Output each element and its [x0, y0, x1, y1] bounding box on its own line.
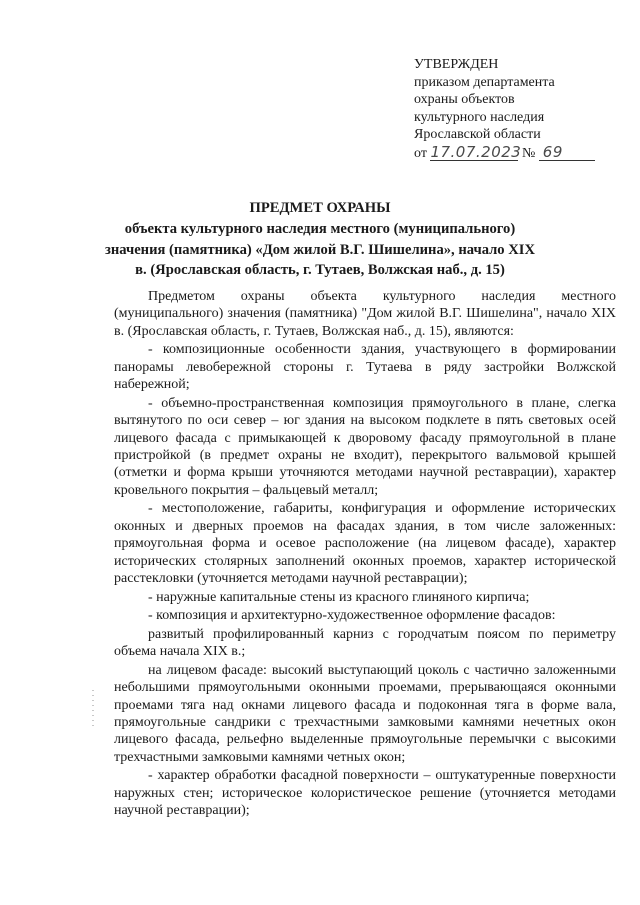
paragraph: Предметом охраны объекта культурного наследия местного (муниципального) значения (памятника) "Дом жилой В.Г. Шишелина", начало XIX в. (Ярославская область, г. Тутаев, Волжская наб., д. 15), являются: [114, 289, 616, 339]
approval-date-line [414, 144, 614, 163]
paragraph: развитый профилированный карниз с городчатым поясом по периметру объема начала XIX в.; [114, 626, 616, 660]
date-prefix: от [414, 145, 427, 161]
approval-line: охраны объектов [414, 92, 515, 108]
number-sign: № [521, 145, 536, 161]
approval-number: 69 [539, 144, 595, 161]
document-subtitle: объекта культурного наследия местного (муниципального) значения (памятника) «Дом жилой В.Г. Шишелина», начало XIX в. (Ярославская область, г. Тутаев, Волжская наб., д. 15) [104, 221, 536, 279]
approval-stamp [414, 56, 614, 163]
approval-line: Ярославской области [414, 127, 541, 143]
paragraph: - композиция и архитектурно-художественное оформление фасадов: [148, 608, 556, 624]
paragraph: - объемно-пространственная композиция прямоугольного в плане, слегка вытянутого по оси север – юг здания на высоком подклете в пять световых осей лицевого фасада с примыкающей к дворовому фасаду прямоугольной в плане пристройкой (в предмет охраны не входит), перекрытого вальмовой крышей (отметки и форма крыши уточняются методами научной реставрации), характер кровельного покрытия – фальцевый металл; [114, 395, 616, 498]
paragraph: на лицевом фасаде: высокий выступающий цоколь с частично заложенными небольшими прямоугольными оконными проемами, прерывающаяся оконными проемами тяга над окнами лицевого фасада и подоконная тяга в форме вала, прямоугольные сандрики с трехчастными замковыми камнями нечетных окон лицевого фасада, рельефно выделенные прямоугольные перемычки с высокими трехчастными замковыми камнями четных окон; [114, 662, 616, 765]
approval-date: 17.07.2023 [430, 142, 522, 161]
scan-margin-mark [92, 690, 94, 730]
document-title: ПРЕДМЕТ ОХРАНЫ [249, 200, 391, 216]
approval-line: культурного наследия [414, 109, 545, 125]
document-heading [100, 198, 540, 281]
paragraph: - местоположение, габариты, конфигурация и оформление исторических оконных и дверных проемов на фасадах здания, в том числе заложенных: прямоугольная форма и осевое расположение (на лицевом фасаде), характер исторических столярных заполнений оконных проемов, характер исторической расстекловки (уточняется методами научной реставрации); [114, 501, 616, 587]
approval-line: приказом департамента [414, 74, 555, 90]
paragraph: - композиционные особенности здания, участвующего в формировании панорамы левобережной стороны г. Тутаева в ряду застройки Волжской набережной; [114, 342, 616, 393]
document-body [114, 288, 616, 820]
paragraph: - характер обработки фасадной поверхности – оштукатуренные поверхности наружных стен; историческое колористическое решение (уточняется методами научной реставрации); [114, 768, 616, 819]
approval-title: УТВЕРЖДЕН [414, 57, 499, 72]
paragraph: - наружные капитальные стены из красного глиняного кирпича; [148, 589, 530, 605]
